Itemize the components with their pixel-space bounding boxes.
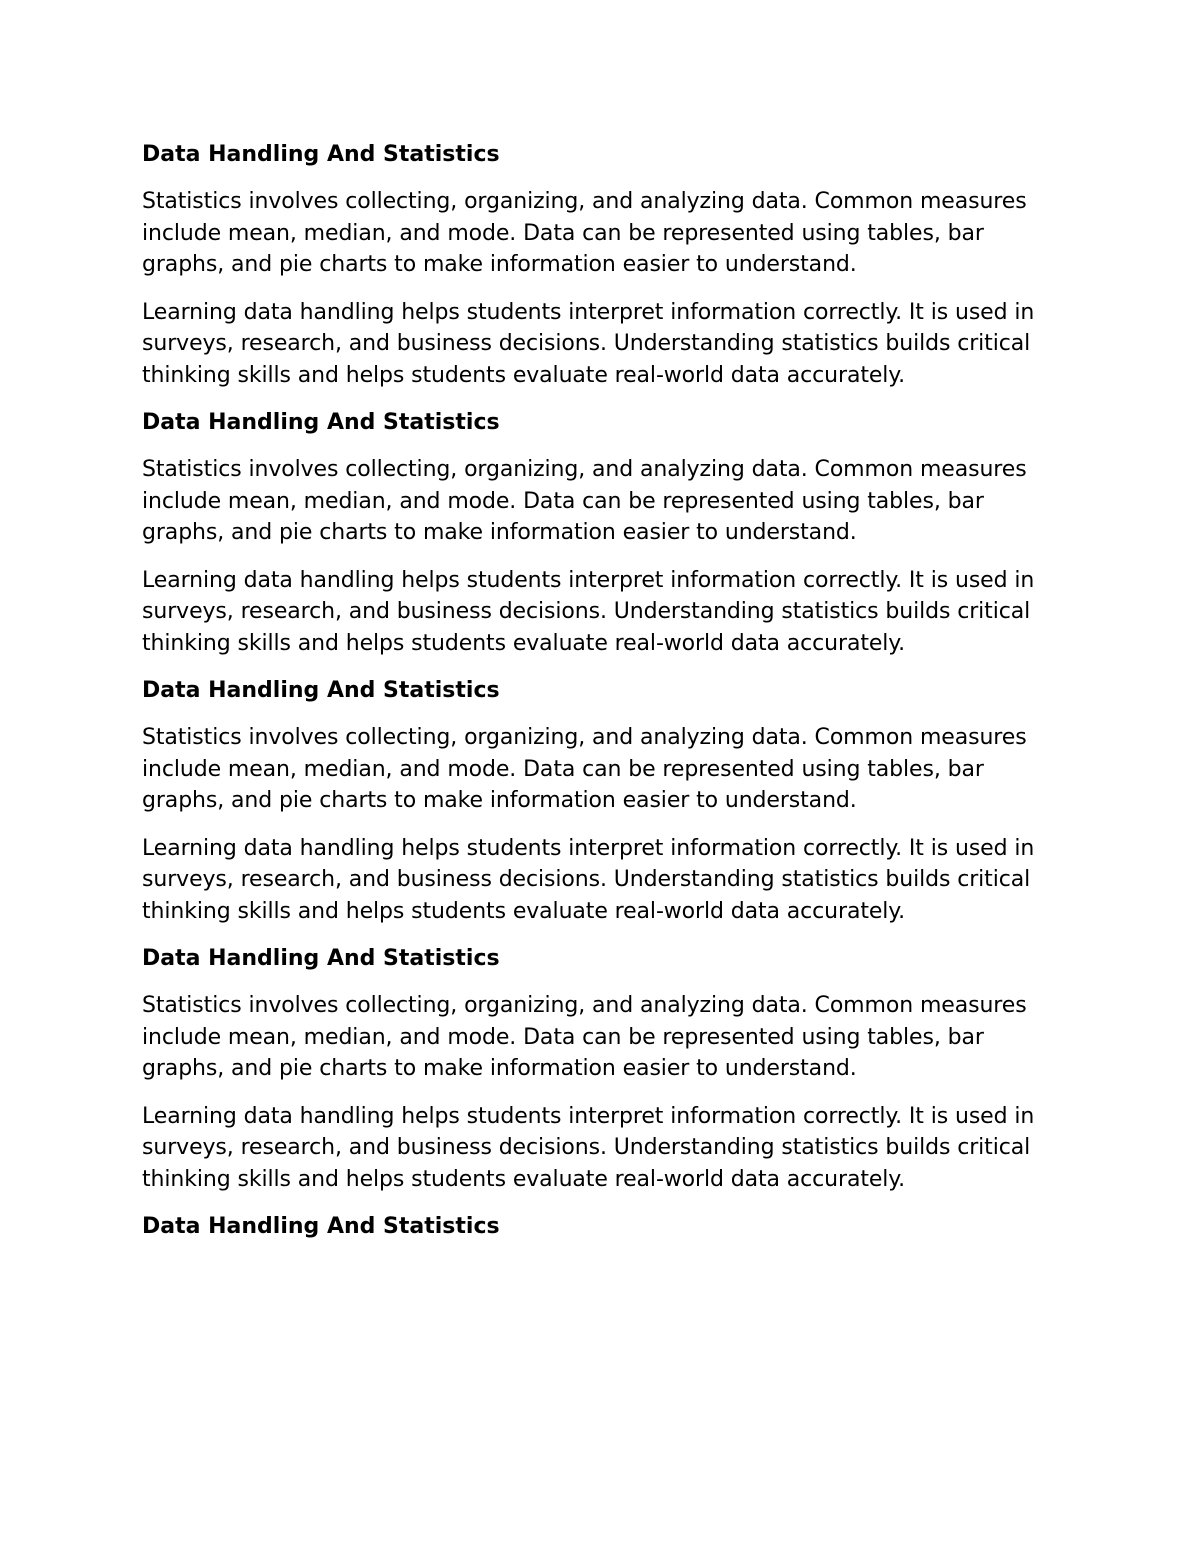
- section-paragraph: Learning data handling helps students interpret information correctly. It is used in surveys, research, and business decisions. Understanding statistics builds critical thinking skills and helps students evaluate real-world data accurately.: [142, 567, 1035, 656]
- section-5: [142, 1211, 1072, 1242]
- section-4: [142, 943, 1072, 1195]
- section-heading: Data Handling And Statistics: [142, 678, 500, 703]
- section-paragraph: Statistics involves collecting, organizing, and analyzing data. Common measures include mean, median, and mode. Data can be represented using tables, bar graphs, and pie charts to make information easier to understand.: [142, 725, 1027, 813]
- section-3: [142, 675, 1072, 927]
- section-paragraph: Statistics involves collecting, organizing, and analyzing data. Common measures include mean, median, and mode. Data can be represented using tables, bar graphs, and pie charts to make information easier to understand.: [142, 993, 1027, 1081]
- section-paragraph: Statistics involves collecting, organizing, and analyzing data. Common measures include mean, median, and mode. Data can be represented using tables, bar graphs, and pie charts to make information easier to understand.: [142, 457, 1027, 545]
- section-2: [142, 407, 1072, 659]
- section-paragraph: Statistics involves collecting, organizing, and analyzing data. Common measures include mean, median, and mode. Data can be represented using tables, bar graphs, and pie charts to make information easier to understand.: [142, 189, 1027, 277]
- section-heading: Data Handling And Statistics: [142, 946, 500, 971]
- section-heading: Data Handling And Statistics: [142, 410, 500, 435]
- section-heading: Data Handling And Statistics: [142, 142, 500, 167]
- section-heading: Data Handling And Statistics: [142, 1214, 500, 1239]
- document-page: [142, 139, 1072, 1258]
- section-paragraph: Learning data handling helps students interpret information correctly. It is used in surveys, research, and business decisions. Understanding statistics builds critical thinking skills and helps students evaluate real-world data accurately.: [142, 1103, 1035, 1192]
- section-1: [142, 139, 1072, 391]
- section-paragraph: Learning data handling helps students interpret information correctly. It is used in surveys, research, and business decisions. Understanding statistics builds critical thinking skills and helps students evaluate real-world data accurately.: [142, 835, 1035, 924]
- section-paragraph: Learning data handling helps students interpret information correctly. It is used in surveys, research, and business decisions. Understanding statistics builds critical thinking skills and helps students evaluate real-world data accurately.: [142, 299, 1035, 388]
